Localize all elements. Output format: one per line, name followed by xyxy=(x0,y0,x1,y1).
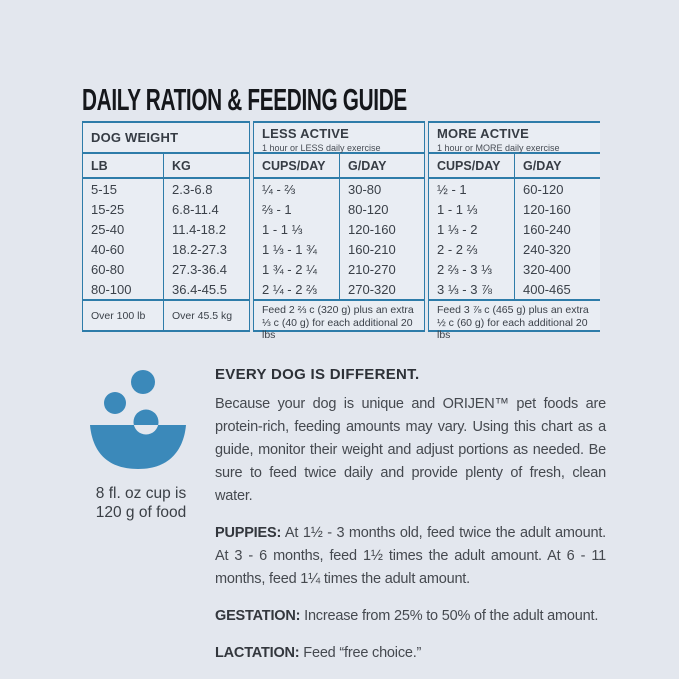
cell-grams: 270-320 xyxy=(348,281,396,297)
table-row xyxy=(254,219,424,239)
table-row xyxy=(254,199,424,219)
table-row xyxy=(429,199,600,219)
cell-grams: 120-160 xyxy=(348,221,396,237)
table-row xyxy=(83,219,249,239)
gestation-text: Increase from 25% to 50% of the adult amount. xyxy=(304,608,599,624)
cell-grams: 400-465 xyxy=(523,281,571,297)
group-header-more-active xyxy=(429,123,600,154)
table-footer-row xyxy=(254,299,424,341)
cell-kg: 36.4-45.5 xyxy=(172,281,227,297)
footer-cell-lb: Over 100 lb xyxy=(83,301,164,330)
table-footer-row xyxy=(429,299,600,341)
cell-grams: 160-210 xyxy=(348,241,396,257)
subheader-row xyxy=(254,154,424,179)
cup-caption-line2: 120 g of food xyxy=(95,504,187,521)
page-title: DAILY RATION & FEEDING GUIDE xyxy=(82,82,407,117)
column-header-lb: LB xyxy=(83,154,164,177)
cell-lb: 80-100 xyxy=(83,279,164,299)
cell-cups: 2 ¼ - 2 ⅔ xyxy=(254,279,340,299)
table-row xyxy=(429,279,600,299)
cell-cups: 2 ⅔ - 3 ⅓ xyxy=(429,259,515,279)
group-subtitle: 1 hour or MORE daily exercise xyxy=(437,143,560,153)
cell-cups: 1 - 1 ⅓ xyxy=(429,199,515,219)
table-row xyxy=(254,259,424,279)
cell-kg: 18.2-27.3 xyxy=(172,241,227,257)
footer-note-less-active: Feed 2 ⅔ c (320 g) plus an extra ⅓ c (40 g) for each additional 20 lbs xyxy=(262,304,414,341)
gestation-paragraph xyxy=(215,605,606,628)
cell-kg: 11.4-18.2 xyxy=(172,221,226,237)
group-title: LESS ACTIVE xyxy=(262,126,349,141)
measuring-cup-illustration xyxy=(86,366,194,474)
cup-caption xyxy=(74,484,208,522)
table-group-dog-weight xyxy=(82,121,250,332)
cell-grams: 30-80 xyxy=(348,181,382,197)
table-group-less-active xyxy=(253,121,425,341)
cup-caption-line1: 8 fl. oz cup is xyxy=(95,485,187,502)
table-row xyxy=(429,259,600,279)
cell-kg: 6.8-11.4 xyxy=(172,201,219,217)
info-heading: EVERY DOG IS DIFFERENT. xyxy=(215,366,420,383)
cell-grams: 160-240 xyxy=(523,221,571,237)
cell-cups: 2 - 2 ⅔ xyxy=(429,239,515,259)
table-row xyxy=(83,239,249,259)
group-title: MORE ACTIVE xyxy=(437,126,530,141)
table-row xyxy=(83,199,249,219)
table-row xyxy=(83,279,249,299)
cell-grams: 240-320 xyxy=(523,241,571,257)
lactation-text: Feed “free choice.” xyxy=(303,645,422,661)
cell-cups: 3 ⅓ - 3 ⅞ xyxy=(429,279,515,299)
column-header-grams: G/DAY xyxy=(523,158,562,173)
cell-grams: 320-400 xyxy=(523,261,571,277)
column-header-kg: KG xyxy=(172,158,191,173)
puppies-text: At 1½ - 3 months old, feed twice the adult amount. At 3 - 6 months, feed 1½ times the adult amount. At 6 - 11 months, feed 1¼ times the adult amount. xyxy=(215,525,607,587)
table-row xyxy=(254,239,424,259)
info-column xyxy=(215,366,606,665)
cell-grams: 80-120 xyxy=(348,201,389,217)
cell-cups: ½ - 1 xyxy=(429,179,515,199)
cell-lb: 60-80 xyxy=(83,259,164,279)
lactation-label: LACTATION: xyxy=(215,645,300,661)
cell-grams: 120-160 xyxy=(523,201,571,217)
puppies-label: PUPPIES: xyxy=(215,525,282,541)
table-footer-row xyxy=(83,299,249,330)
cell-grams: 60-120 xyxy=(523,181,564,197)
cell-cups: 1 - 1 ⅓ xyxy=(254,219,340,239)
column-header-cups: CUPS/DAY xyxy=(429,154,515,177)
group-header-less-active xyxy=(254,123,424,154)
group-subtitle: 1 hour or LESS daily exercise xyxy=(262,143,381,153)
table-row xyxy=(429,179,600,199)
cell-cups: ¼ - ⅔ xyxy=(254,179,340,199)
column-header-cups: CUPS/DAY xyxy=(254,154,340,177)
cell-lb: 25-40 xyxy=(83,219,164,239)
cell-kg: 27.3-36.4 xyxy=(172,261,227,277)
cell-cups: 1 ⅓ - 1 ¾ xyxy=(254,239,340,259)
cup-bowl-icon xyxy=(86,366,194,474)
table-body xyxy=(429,179,600,299)
puppies-paragraph xyxy=(215,522,606,591)
table-row xyxy=(83,179,249,199)
cell-lb: 15-25 xyxy=(83,199,164,219)
info-intro-paragraph: Because your dog is unique and ORIJEN™ pet foods are protein-rich, feeding amounts may vary. Using this chart as a guide, monitor their weight and adjust portions as needed. Be sure to feed twice daily and provide plenty of fresh, clean water. xyxy=(215,396,606,504)
footer-note-more-active: Feed 3 ⅞ c (465 g) plus an extra ½ c (60 g) for each additional 20 lbs xyxy=(437,304,589,341)
table-row xyxy=(254,179,424,199)
subheader-row xyxy=(429,154,600,179)
table-body xyxy=(83,179,249,299)
subheader-row xyxy=(83,154,249,179)
feeding-table xyxy=(82,121,600,341)
table-body xyxy=(254,179,424,299)
group-title: DOG WEIGHT xyxy=(91,130,179,145)
cell-cups: 1 ¾ - 2 ¼ xyxy=(254,259,340,279)
cell-cups: 1 ⅓ - 2 xyxy=(429,219,515,239)
footer-cell-kg: Over 45.5 kg xyxy=(172,309,233,322)
cell-lb: 40-60 xyxy=(83,239,164,259)
cell-cups: ⅔ - 1 xyxy=(254,199,340,219)
cell-kg: 2.3-6.8 xyxy=(172,181,213,197)
group-header-dog-weight xyxy=(83,123,249,154)
table-row xyxy=(429,239,600,259)
cell-lb: 5-15 xyxy=(83,179,164,199)
table-group-more-active xyxy=(428,121,600,341)
gestation-label: GESTATION: xyxy=(215,608,301,624)
table-row xyxy=(429,219,600,239)
table-row xyxy=(83,259,249,279)
column-header-grams: G/DAY xyxy=(348,158,387,173)
cell-grams: 210-270 xyxy=(348,261,396,277)
table-row xyxy=(254,279,424,299)
lactation-paragraph xyxy=(215,642,606,665)
